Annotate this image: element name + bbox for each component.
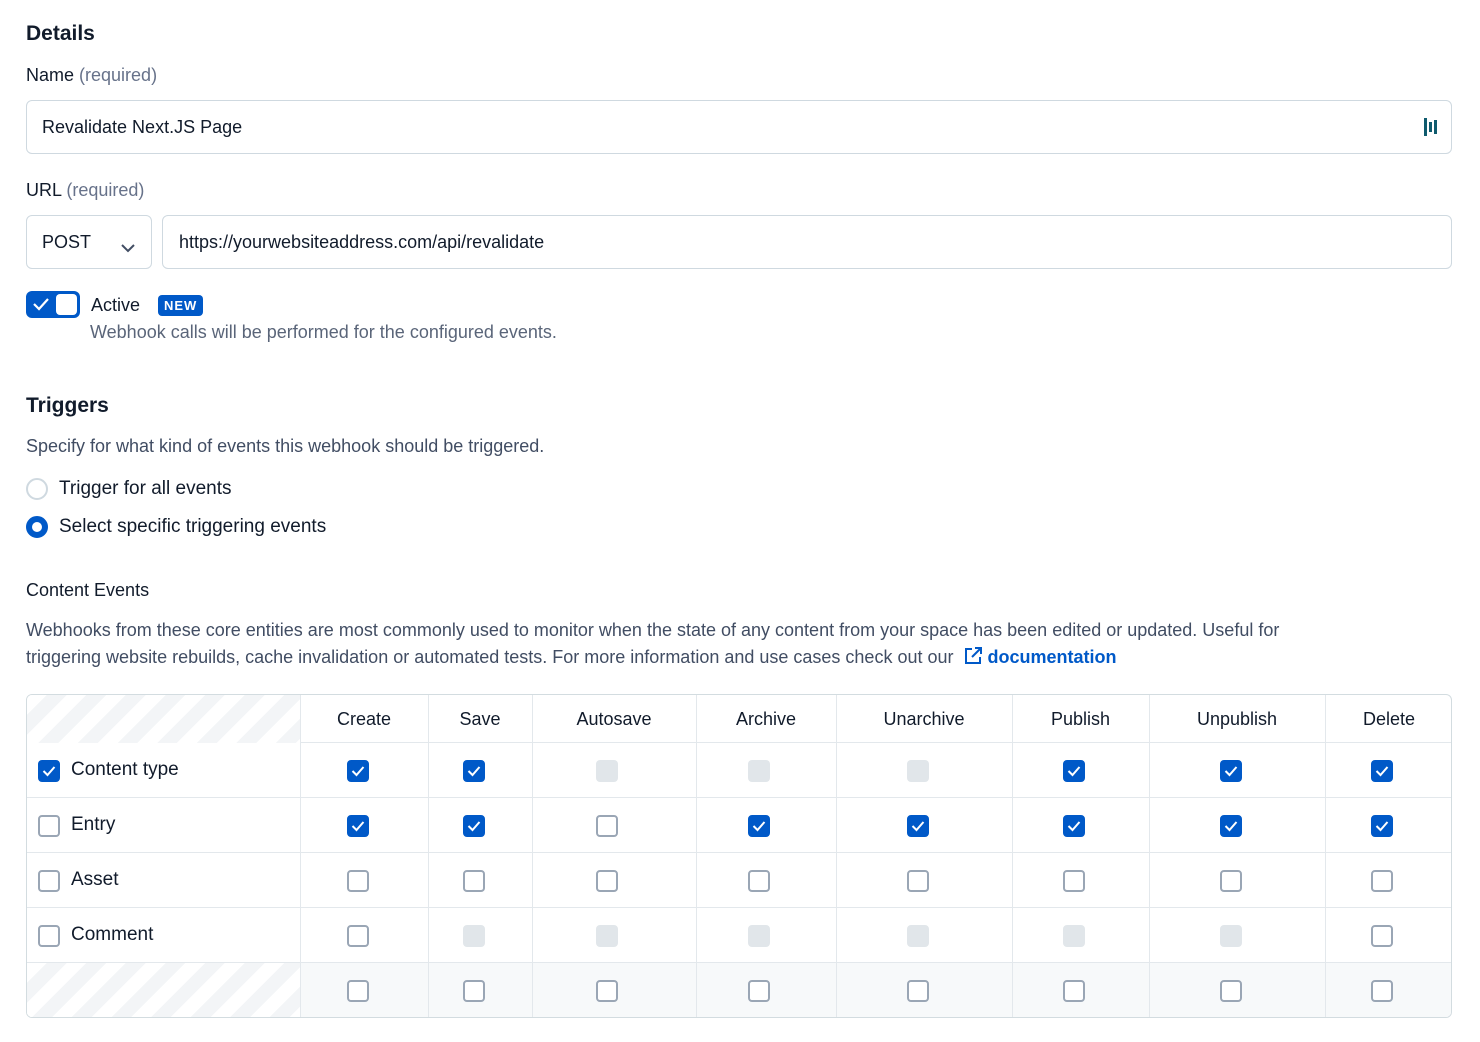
- checkbox-wildcard-archive[interactable]: [748, 980, 770, 1002]
- column-header-autosave: Autosave: [576, 709, 652, 729]
- content-events-table: [26, 694, 1452, 1018]
- row-label: Entry: [71, 813, 116, 835]
- checkbox-wildcard-publish[interactable]: [1063, 980, 1085, 1002]
- checkbox-wildcard-unarchive[interactable]: [907, 980, 929, 1002]
- checkbox-asset-unarchive[interactable]: [907, 870, 929, 892]
- column-header-delete: Delete: [1362, 709, 1416, 729]
- new-badge: NEW: [158, 295, 203, 316]
- url-input[interactable]: [162, 215, 1452, 269]
- checkbox-entry-publish[interactable]: [1063, 815, 1085, 837]
- checkbox-asset-archive[interactable]: [748, 870, 770, 892]
- checkbox-comment-delete[interactable]: [1371, 925, 1393, 947]
- checkbox-entry-create[interactable]: [347, 815, 369, 837]
- radio-button[interactable]: [26, 478, 48, 500]
- column-header-create: Create: [336, 709, 392, 729]
- checkbox-content-type-create[interactable]: [347, 760, 369, 782]
- row-select-checkbox[interactable]: [38, 760, 60, 782]
- checkbox-content-type-archive: [748, 760, 770, 782]
- method-select-value: POST: [42, 231, 92, 252]
- column-divider: [1325, 695, 1326, 1017]
- column-divider: [1012, 695, 1013, 1017]
- column-header-unarchive: Unarchive: [883, 709, 965, 729]
- column-divider: [836, 695, 837, 1017]
- row-select-checkbox[interactable]: [38, 870, 60, 892]
- checkbox-content-type-autosave: [596, 760, 618, 782]
- checkbox-asset-unpublish[interactable]: [1220, 870, 1242, 892]
- checkbox-asset-save[interactable]: [463, 870, 485, 892]
- radio-select-specific[interactable]: [26, 516, 326, 538]
- radio-label: Select specific triggering events: [59, 516, 327, 537]
- checkbox-entry-unarchive[interactable]: [907, 815, 929, 837]
- checkbox-comment-autosave: [596, 925, 618, 947]
- checkbox-content-type-publish[interactable]: [1063, 760, 1085, 782]
- url-label: [26, 180, 144, 201]
- checkbox-wildcard-autosave[interactable]: [596, 980, 618, 1002]
- column-header-save: Save: [459, 709, 501, 729]
- name-input[interactable]: [26, 100, 1452, 154]
- checkbox-asset-publish[interactable]: [1063, 870, 1085, 892]
- content-events-heading: Content Events: [26, 580, 150, 600]
- active-label: Active: [91, 295, 141, 315]
- external-link-icon[interactable]: [963, 646, 983, 674]
- row-label: Content type: [71, 758, 179, 780]
- chevron-down-icon: [121, 237, 135, 258]
- checkbox-content-type-unpublish[interactable]: [1220, 760, 1242, 782]
- name-label-text: Name: [26, 65, 75, 85]
- row-label: Comment: [71, 923, 154, 945]
- column-header-unpublish: Unpublish: [1196, 709, 1278, 729]
- name-label: [26, 65, 157, 86]
- checkbox-comment-publish: [1063, 925, 1085, 947]
- column-header-publish: Publish: [1050, 709, 1111, 729]
- url-required-hint: (required): [66, 180, 145, 200]
- row-select-checkbox[interactable]: [38, 815, 60, 837]
- checkbox-entry-delete[interactable]: [1371, 815, 1393, 837]
- column-divider: [428, 695, 429, 1017]
- password-manager-icon[interactable]: [1423, 117, 1439, 142]
- checkbox-comment-save: [463, 925, 485, 947]
- checkbox-entry-autosave[interactable]: [596, 815, 618, 837]
- toggle-knob: [56, 294, 77, 315]
- checkbox-wildcard-delete[interactable]: [1371, 980, 1393, 1002]
- checkbox-entry-archive[interactable]: [748, 815, 770, 837]
- radio-label: Trigger for all events: [59, 478, 232, 499]
- checkbox-comment-unarchive: [907, 925, 929, 947]
- checkbox-comment-archive: [748, 925, 770, 947]
- active-toggle[interactable]: [26, 291, 80, 318]
- documentation-link[interactable]: documentation: [987, 647, 1117, 667]
- radio-button-selected[interactable]: [26, 516, 48, 538]
- checkbox-wildcard-create[interactable]: [347, 980, 369, 1002]
- checkbox-content-type-unarchive: [907, 760, 929, 782]
- details-heading: Details: [26, 22, 95, 45]
- header-corner: [27, 695, 300, 743]
- checkbox-asset-autosave[interactable]: [596, 870, 618, 892]
- triggers-heading: Triggers: [26, 394, 109, 417]
- content-events-description: [26, 617, 1456, 674]
- checkbox-comment-create[interactable]: [347, 925, 369, 947]
- radio-trigger-all[interactable]: [26, 478, 231, 500]
- checkbox-content-type-save[interactable]: [463, 760, 485, 782]
- name-input-value: Revalidate Next.JS Page: [42, 116, 243, 137]
- column-divider: [1149, 695, 1150, 1017]
- description-line-2-text: triggering website rebuilds, cache invalidation or automated tests. For more information and use cases check out our: [26, 647, 954, 667]
- column-divider: [300, 695, 301, 1017]
- row-select-checkbox[interactable]: [38, 925, 60, 947]
- description-line-1: Webhooks from these core entities are most commonly used to monitor when the state of any content from your space has been edited or updated. Useful for: [26, 620, 1280, 640]
- checkbox-asset-create[interactable]: [347, 870, 369, 892]
- checkbox-wildcard-unpublish[interactable]: [1220, 980, 1242, 1002]
- column-divider: [696, 695, 697, 1017]
- checkbox-entry-save[interactable]: [463, 815, 485, 837]
- active-help-text: Webhook calls will be performed for the configured events.: [90, 322, 557, 342]
- url-label-text: URL: [26, 180, 62, 200]
- check-icon: [32, 296, 50, 312]
- checkbox-content-type-delete[interactable]: [1371, 760, 1393, 782]
- column-divider: [532, 695, 533, 1017]
- checkbox-comment-unpublish: [1220, 925, 1242, 947]
- checkbox-asset-delete[interactable]: [1371, 870, 1393, 892]
- checkbox-wildcard-save[interactable]: [463, 980, 485, 1002]
- wildcard-corner: [27, 963, 300, 1018]
- description-line-2: [26, 644, 1456, 674]
- url-input-value: https://yourwebsiteaddress.com/api/revalidate: [179, 231, 545, 252]
- method-select[interactable]: [26, 215, 152, 269]
- column-header-archive: Archive: [735, 709, 797, 729]
- row-label: Asset: [71, 868, 119, 890]
- name-required-hint: (required): [79, 65, 158, 85]
- checkbox-entry-unpublish[interactable]: [1220, 815, 1242, 837]
- triggers-description: Specify for what kind of events this webhook should be triggered.: [26, 436, 545, 456]
